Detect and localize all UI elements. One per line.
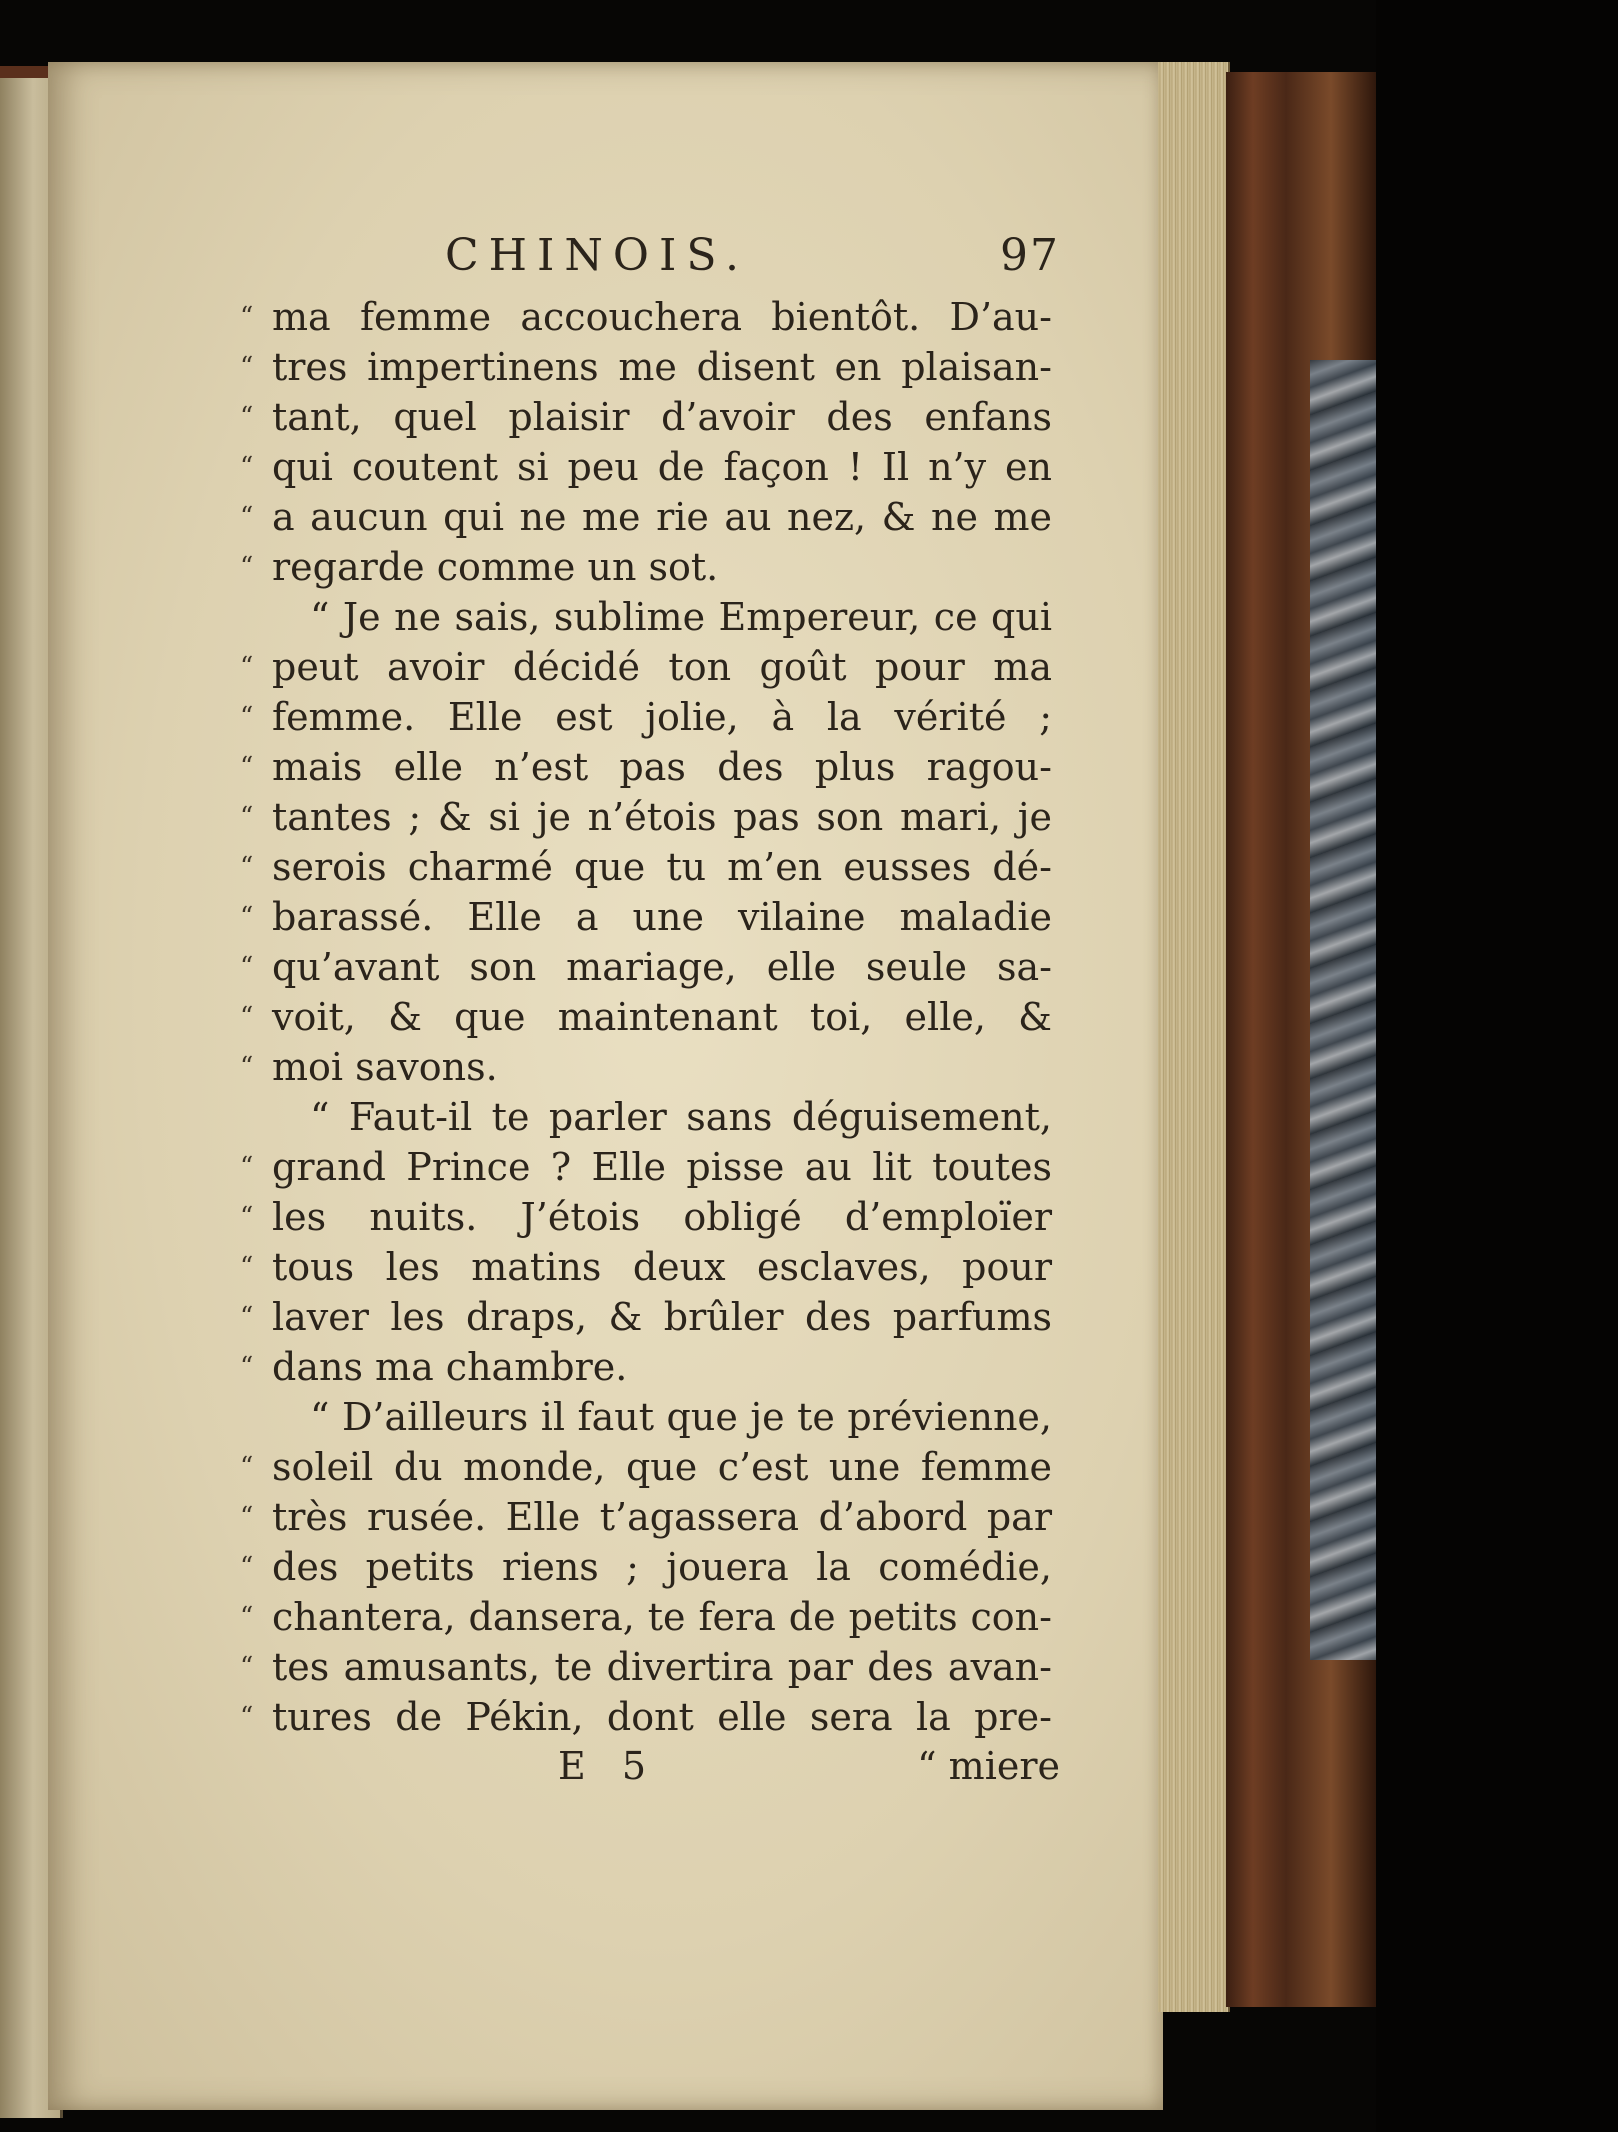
text-line bbox=[240, 1442, 1060, 1492]
line-text: des petits riens ; jouera la comédie, bbox=[272, 1545, 1052, 1589]
line-text: peut avoir décidé ton goût pour ma bbox=[272, 645, 1052, 689]
signature-mark: E 5 bbox=[558, 1744, 658, 1788]
line-text: tous les matins deux esclaves, pour bbox=[272, 1245, 1052, 1289]
quotation-mark: “ bbox=[240, 452, 254, 482]
page-footer bbox=[240, 1744, 1060, 1798]
quotation-mark: “ bbox=[240, 1302, 254, 1332]
line-text: “ D’ailleurs il faut que je te prévienne, bbox=[310, 1395, 1052, 1439]
line-text: qu’avant son mariage, elle seule sa- bbox=[272, 945, 1052, 989]
quotation-mark: “ bbox=[240, 502, 254, 532]
text-line bbox=[240, 1192, 1060, 1242]
line-text: regarde comme un sot. bbox=[272, 545, 719, 589]
quotation-mark: “ bbox=[240, 1652, 254, 1682]
quotation-mark: “ bbox=[240, 752, 254, 782]
quotation-mark: “ bbox=[240, 1502, 254, 1532]
text-line bbox=[240, 1092, 1060, 1142]
line-text: barassé. Elle a une vilaine maladie bbox=[272, 895, 1052, 939]
text-line bbox=[240, 642, 1060, 692]
quotation-mark: “ bbox=[240, 302, 254, 332]
line-text: voit, & que maintenant toi, elle, & bbox=[272, 995, 1052, 1039]
quotation-mark: “ bbox=[240, 852, 254, 882]
page-block-edges bbox=[1158, 62, 1230, 2012]
line-text: très rusée. Elle t’agassera d’abord par bbox=[272, 1495, 1052, 1539]
line-text: “ Faut-il te parler sans déguisement, bbox=[310, 1095, 1052, 1139]
text-line bbox=[240, 1292, 1060, 1342]
quotation-mark: “ bbox=[240, 1052, 254, 1082]
text-line bbox=[240, 292, 1060, 342]
quotation-mark: “ bbox=[240, 1202, 254, 1232]
line-text: soleil du monde, que c’est une femme bbox=[272, 1445, 1052, 1489]
text-line bbox=[240, 1242, 1060, 1292]
text-line bbox=[240, 1542, 1060, 1592]
text-line bbox=[240, 442, 1060, 492]
text-line bbox=[240, 992, 1060, 1042]
line-text: mais elle n’est pas des plus ragou- bbox=[272, 745, 1052, 789]
text-line bbox=[240, 692, 1060, 742]
line-text: grand Prince ? Elle pisse au lit toutes bbox=[272, 1145, 1052, 1189]
text-line bbox=[240, 1342, 1060, 1392]
line-text: tures de Pékin, dont elle sera la pre- bbox=[272, 1695, 1052, 1739]
line-text: a aucun qui ne me rie au nez, & ne me bbox=[272, 495, 1052, 539]
line-text: tant, quel plaisir d’avoir des enfans bbox=[272, 395, 1052, 439]
line-text: qui coutent si peu de façon ! Il n’y en bbox=[272, 445, 1052, 489]
page-header bbox=[240, 230, 1060, 292]
quotation-mark: “ bbox=[240, 402, 254, 432]
text-line bbox=[240, 892, 1060, 942]
line-text: ma femme accouchera bientôt. D’au- bbox=[272, 295, 1052, 339]
quotation-mark: “ bbox=[240, 1252, 254, 1282]
line-text: tantes ; & si je n’étois pas son mari, je bbox=[272, 795, 1052, 839]
line-text: femme. Elle est jolie, à la vérité ; bbox=[272, 695, 1052, 739]
quotation-mark: “ bbox=[240, 1152, 254, 1182]
background bbox=[1376, 0, 1618, 2132]
line-text: les nuits. J’étois obligé d’emploïer bbox=[272, 1195, 1052, 1239]
quotation-mark: “ bbox=[240, 1552, 254, 1582]
quotation-mark: “ bbox=[240, 1702, 254, 1732]
text-line bbox=[240, 1392, 1060, 1442]
text-line bbox=[240, 1692, 1060, 1742]
catchword: “ miere bbox=[917, 1744, 1060, 1788]
text-line bbox=[240, 1592, 1060, 1642]
text-line bbox=[240, 942, 1060, 992]
text-block bbox=[240, 230, 1060, 1798]
quotation-mark: “ bbox=[240, 902, 254, 932]
quotation-mark: “ bbox=[240, 352, 254, 382]
line-text: dans ma chambre. bbox=[272, 1345, 628, 1389]
text-line bbox=[240, 1142, 1060, 1192]
line-text: tes amusants, te divertira par des avan- bbox=[272, 1645, 1052, 1689]
quotation-mark: “ bbox=[240, 1002, 254, 1032]
running-head: CHINOIS. bbox=[445, 230, 749, 281]
text-line bbox=[240, 392, 1060, 442]
quotation-mark: “ bbox=[240, 702, 254, 732]
line-text: tres impertinens me disent en plaisan- bbox=[272, 345, 1052, 389]
quotation-mark: “ bbox=[240, 802, 254, 832]
line-text: moi savons. bbox=[272, 1045, 498, 1089]
text-line bbox=[240, 842, 1060, 892]
text-line bbox=[240, 792, 1060, 842]
text-line bbox=[240, 1642, 1060, 1692]
marbled-endpaper bbox=[1310, 360, 1380, 1660]
quotation-mark: “ bbox=[240, 552, 254, 582]
line-text: laver les draps, & brûler des parfums bbox=[272, 1295, 1052, 1339]
text-line bbox=[240, 1042, 1060, 1092]
text-line bbox=[240, 342, 1060, 392]
line-text: chantera, dansera, te fera de petits con- bbox=[272, 1595, 1052, 1639]
quotation-mark: “ bbox=[240, 1352, 254, 1382]
quotation-mark: “ bbox=[240, 1452, 254, 1482]
line-text: serois charmé que tu m’en eusses dé- bbox=[272, 845, 1052, 889]
text-line bbox=[240, 592, 1060, 642]
page-number: 97 bbox=[1000, 230, 1060, 281]
body-text bbox=[240, 292, 1060, 1742]
quotation-mark: “ bbox=[240, 652, 254, 682]
text-line bbox=[240, 492, 1060, 542]
quotation-mark: “ bbox=[240, 1602, 254, 1632]
text-line bbox=[240, 1492, 1060, 1542]
quotation-mark: “ bbox=[240, 952, 254, 982]
line-text: “ Je ne sais, sublime Empereur, ce qui bbox=[310, 595, 1052, 639]
text-line bbox=[240, 542, 1060, 592]
text-line bbox=[240, 742, 1060, 792]
